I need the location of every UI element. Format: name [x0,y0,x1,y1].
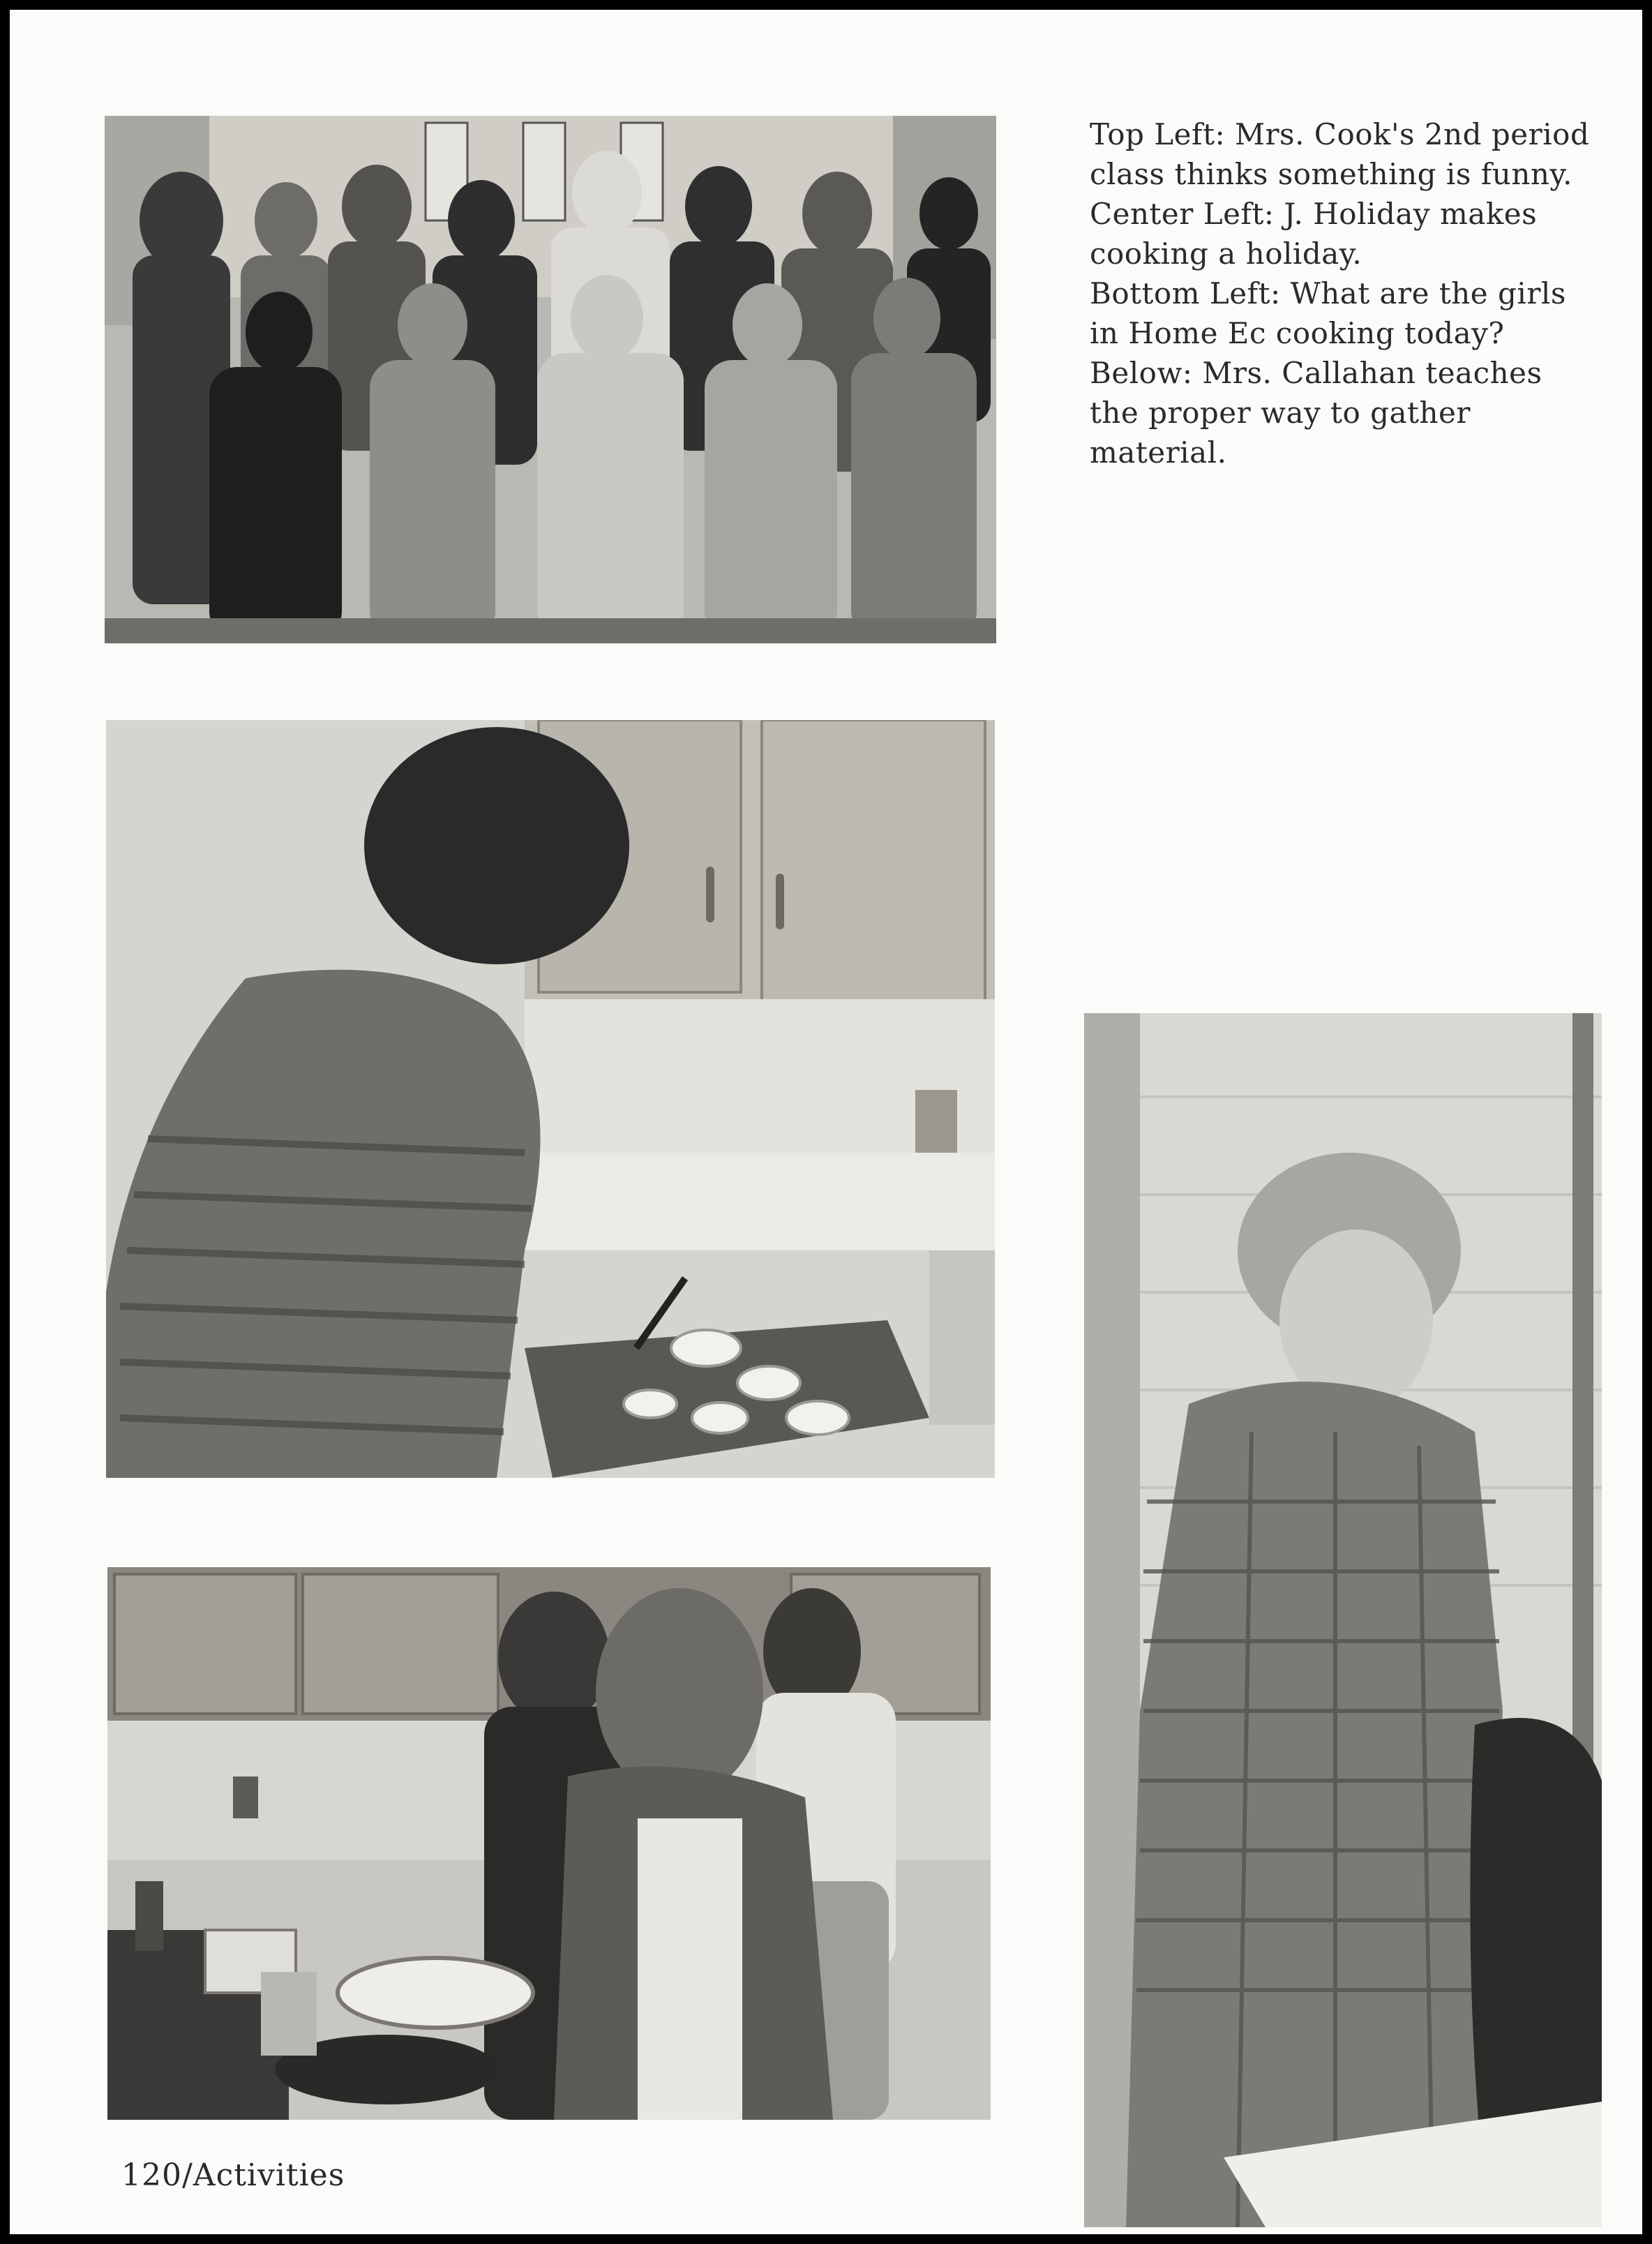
caption-text: J. Holiday makes cooking a holiday. [1090,197,1538,271]
photo-mrs-callahan-image [1084,1013,1602,2227]
photo-home-ec-cooking-image [107,1567,991,2120]
photo-cooking-holiday-image [106,720,995,1478]
photo-class-group-image [105,116,996,643]
caption-text: Mrs. Cook's 2nd period class thinks something is funny. [1090,117,1590,191]
caption-bottom-left [1090,274,1599,353]
photo-mrs-callahan [1084,1013,1602,2227]
caption-below [1090,353,1599,472]
caption-label: Bottom Left: [1090,276,1281,311]
caption-text: What are the girls in Home Ec cooking today? [1090,276,1566,350]
caption-label: Below: [1090,356,1193,390]
caption-text: Mrs. Callahan teaches the proper way to gather material. [1090,356,1542,470]
caption-center-left [1090,194,1599,274]
caption-label: Center Left: [1090,197,1275,231]
caption-label: Top Left: [1090,117,1226,151]
page-folio: 120/Activities [121,2157,345,2193]
photo-class-group [105,116,996,643]
caption-block [1090,114,1599,472]
caption-top-left [1090,114,1599,194]
photo-cooking-holiday [106,720,995,1478]
photo-home-ec-cooking [107,1567,991,2120]
